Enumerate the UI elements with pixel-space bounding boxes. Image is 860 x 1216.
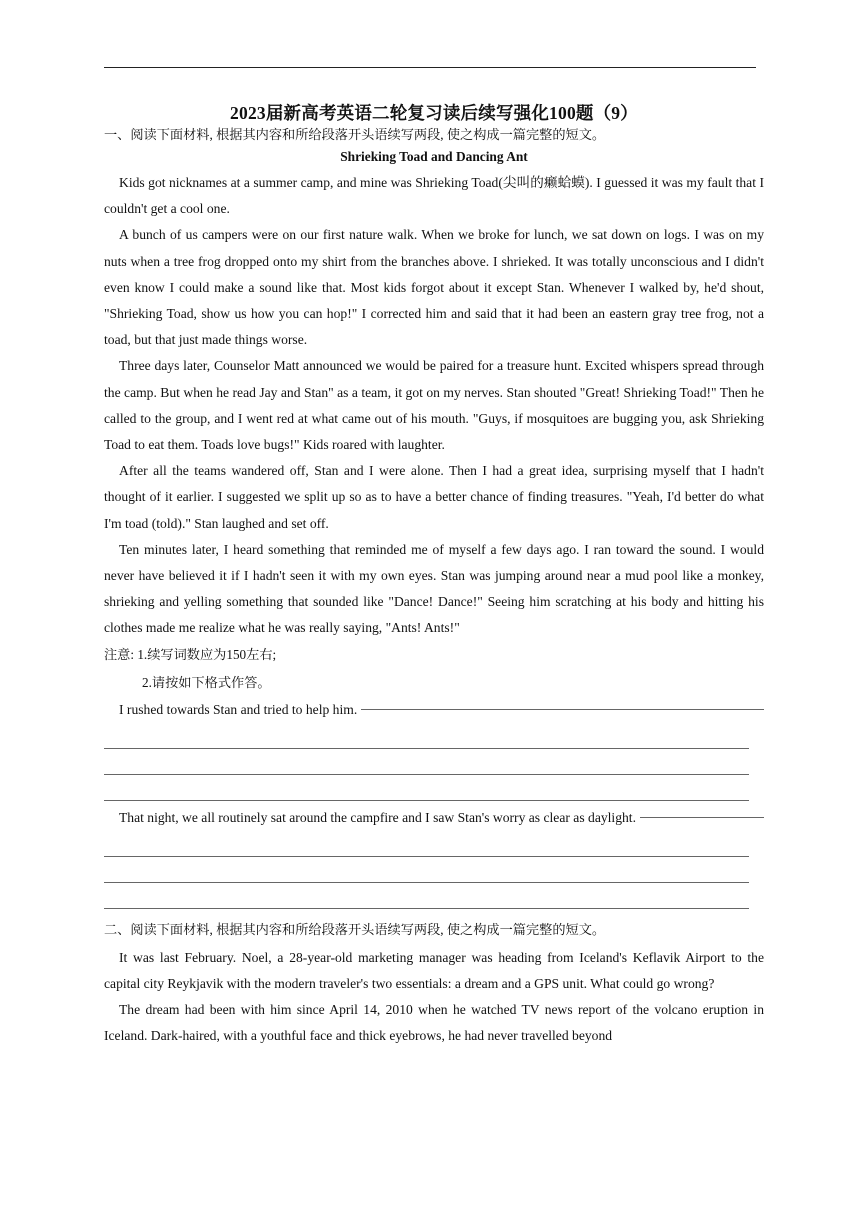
story-paragraph-1: Kids got nicknames at a summer camp, and mine was Shrieking Toad(尖叫的癞蛤蟆). I guessed it was my fault that I couldn't get a cool one. [104, 175, 764, 217]
header-rule [104, 67, 756, 68]
story-paragraph-5: Ten minutes later, I heard something that reminded me of myself a few days ago. I ran toward the sound. I would never have believed it if I hadn't seen it with my own eyes. Stan was jumping around near a mud pool like a monkey, shrieking and yelling something that sounded like "Dance! Dance!" Seeing him scratching at his body and hitting his clothes made me realize what he was really saying, "Ants! Ants!" [104, 541, 764, 636]
story-title: Shrieking Toad and Dancing Ant [340, 149, 528, 164]
document-title: 2023届新高考英语二轮复习读后续写强化100题（9） [230, 103, 638, 123]
story-paragraph-3: Three days later, Counselor Matt announced we would be paired for a treasure hunt. Excited whispers spread through the camp. But when he read Jay and Stan" as a team, it got on my nerves. Stan shouted "Great! Shrieking Toad!" Then he called to the group, and I went red at what came out of his mouth. "Guys, if mosquitoes are bugging you, ask Shrieking Toad to eat them. Toads love bugs!" Kids roared with laughter. [104, 358, 764, 453]
answer-blank[interactable] [361, 708, 764, 710]
story-paragraph-4: After all the teams wandered off, Stan and I were alone. Then I had a great idea, surprising myself that I hadn't thought of it earlier. I suggested we split up so as to have a better chance of finding treasures. "Yeah, I'd better do what I'm toad (told)." Stan laughed and set off. [104, 463, 764, 531]
answer-line[interactable] [104, 883, 749, 909]
section2-instruction: 二、阅读下面材料, 根据其内容和所给段落开头语续写两段, 使之构成一篇完整的短文。 [104, 921, 606, 937]
starter-2-text: That night, we all routinely sat around the campfire and I saw Stan's worry as clear as daylight. [119, 809, 636, 825]
starter-1-text: I rushed towards Stan and tried to help him. [119, 701, 358, 717]
note-format: 2.请按如下格式作答。 [142, 674, 271, 690]
section1-instruction: 一、阅读下面材料, 根据其内容和所给段落开头语续写两段, 使之构成一篇完整的短文。 [104, 127, 606, 142]
continuation-starter-1 [104, 697, 764, 723]
answer-line[interactable] [104, 723, 749, 749]
section2-paragraph-2: The dream had been with him since April 14, 2010 when he watched TV news report of the volcano eruption in Iceland. Dark-haired, with a youthful face and thick eyebrows, he had never travelled beyond [104, 1002, 764, 1044]
section2-paragraph-1: It was last February. Noel, a 28-year-old marketing manager was heading from Iceland's Keflavik Airport to the capital city Reykjavik with the modern traveler's two essentials: a dream and a GPS unit. What could go wrong? [104, 949, 764, 991]
answer-blank[interactable] [640, 816, 764, 818]
continuation-starter-2 [104, 805, 764, 831]
answer-line[interactable] [104, 831, 749, 857]
story-paragraph-2: A bunch of us campers were on our first nature walk. When we broke for lunch, we sat down on logs. I was on my nuts when a tree frog dropped onto my shirt from the branches above. I shrieked. It was totally unconscious and I didn't even know I could make a sound like that. Most kids forgot about it except Stan. Whenever I walked by, he'd shout, "Shrieking Toad, show us how you can hop!" I corrected him and said that it had been an eastern gray tree frog, not a toad, but that just made things worse. [104, 227, 764, 348]
note-word-count: 注意: 1.续写词数应为150左右; [104, 646, 277, 662]
answer-line[interactable] [104, 857, 749, 883]
document-page [104, 100, 764, 1049]
answer-line[interactable] [104, 775, 749, 801]
answer-line[interactable] [104, 749, 749, 775]
